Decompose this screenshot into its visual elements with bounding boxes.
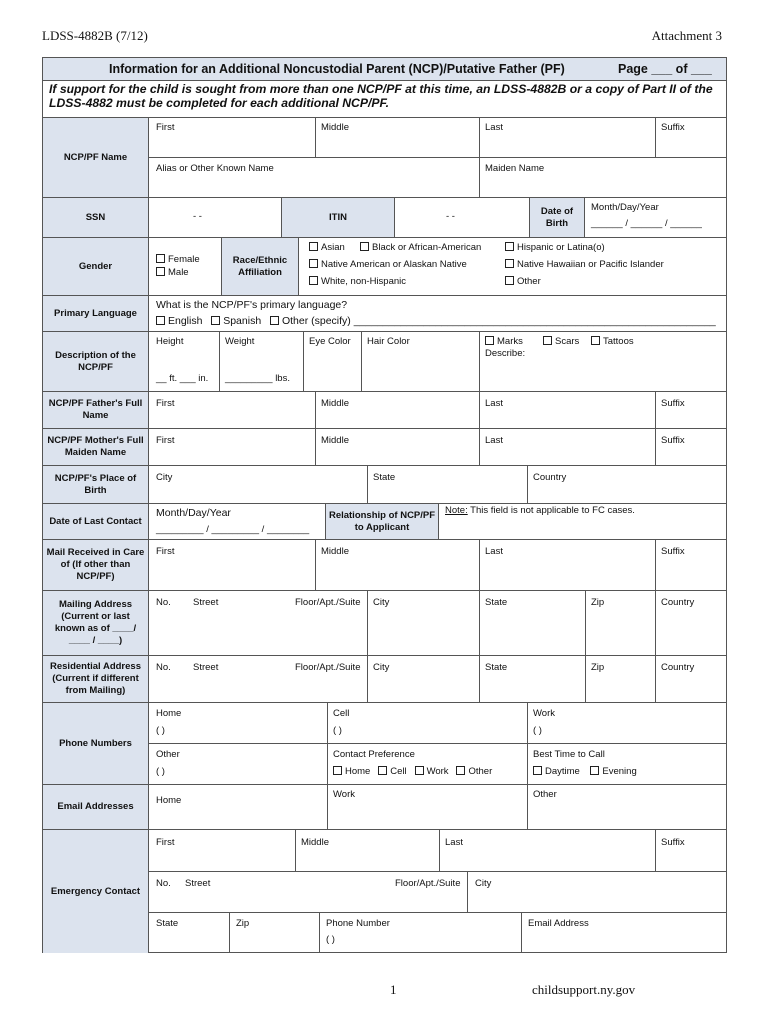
home-email-field[interactable]: Home bbox=[156, 795, 182, 806]
emergency-city-field[interactable]: City bbox=[475, 878, 492, 889]
evening-checkbox[interactable] bbox=[590, 766, 636, 777]
ncp-form bbox=[42, 57, 727, 953]
hair-color-field[interactable]: Hair Color bbox=[367, 336, 410, 347]
white-label: White, non-Hispanic bbox=[321, 276, 407, 287]
res-zip-field[interactable]: Zip bbox=[591, 662, 605, 673]
description-label: Description of the NCP/PF bbox=[43, 332, 149, 391]
describe-label: Describe: bbox=[485, 348, 526, 359]
native-hawaiian-label: Native Hawaiian or Pacific Islander bbox=[517, 259, 664, 270]
mailing-street-field[interactable]: Street bbox=[193, 597, 219, 608]
language-question: What is the NCP/PF's primary language? bbox=[156, 299, 348, 311]
gender-label: Gender bbox=[43, 238, 149, 295]
itin-field[interactable]: - - bbox=[446, 211, 455, 222]
weight-field[interactable]: _________ lbs. bbox=[225, 373, 290, 384]
weight-label: Weight bbox=[225, 336, 255, 347]
asian-label: Asian bbox=[321, 242, 345, 253]
pref-home-checkbox[interactable] bbox=[333, 766, 370, 777]
pref-other-label: Other bbox=[468, 766, 493, 777]
intro-text: If support for the child is sought from more than one NCP/PF at this time, an LDSS-4882B or a copy of Part II of the LDSS-4882 must be completed for each additional NCP/PF. bbox=[49, 82, 713, 110]
gender-row bbox=[43, 237, 726, 295]
pref-work-label: Work bbox=[426, 766, 449, 777]
res-floor-field[interactable]: Floor/Apt./Suite bbox=[295, 662, 361, 673]
spanish-checkbox[interactable] bbox=[211, 315, 261, 327]
emergency-phone-label: Phone Number bbox=[326, 918, 390, 929]
mailing-row bbox=[43, 590, 726, 655]
page-count: Page ___ of ___ bbox=[618, 62, 712, 76]
marks-checkbox[interactable] bbox=[485, 336, 523, 348]
form-id: LDSS-4882B (7/12) bbox=[42, 28, 148, 43]
last-contact-label: Date of Last Contact bbox=[43, 504, 149, 539]
form-title-bar bbox=[43, 58, 726, 81]
hispanic-label: Hispanic or Latina(o) bbox=[517, 242, 605, 253]
male-checkbox[interactable] bbox=[156, 267, 189, 279]
tattoos-label: Tattoos bbox=[603, 336, 634, 347]
race-label: Race/Ethnic Affiliation bbox=[221, 238, 299, 295]
birthplace-row bbox=[43, 465, 726, 503]
middle-name-field[interactable]: Middle bbox=[321, 122, 349, 133]
suffix-field[interactable]: Suffix bbox=[661, 122, 685, 133]
female-checkbox[interactable] bbox=[156, 254, 200, 266]
form-title: Information for an Additional Noncustodial Parent (NCP)/Putative Father (PF) bbox=[109, 62, 565, 76]
mail-care-row bbox=[43, 539, 726, 590]
father-label: NCP/PF Father's Full Name bbox=[43, 392, 149, 428]
note-label: Note: bbox=[445, 505, 468, 516]
native-american-label: Native American or Alaskan Native bbox=[321, 259, 467, 270]
black-label: Black or African-American bbox=[372, 242, 482, 253]
care-middle-field[interactable]: Middle bbox=[321, 546, 349, 557]
work-phone-label: Work bbox=[533, 708, 555, 719]
height-label: Height bbox=[156, 336, 184, 347]
english-checkbox[interactable] bbox=[156, 315, 202, 327]
fc-note bbox=[445, 505, 635, 517]
last-contact-field[interactable]: _________ / _________ / ________ bbox=[156, 524, 310, 535]
ssn-field[interactable]: - - bbox=[193, 211, 202, 222]
mailing-state-field[interactable]: State bbox=[485, 597, 508, 608]
other-phone-field[interactable]: ( ) bbox=[156, 766, 165, 777]
res-street-field[interactable]: Street bbox=[193, 662, 219, 673]
mother-label: NCP/PF Mother's Full Maiden Name bbox=[43, 429, 149, 465]
home-phone-field[interactable]: ( ) bbox=[156, 725, 165, 736]
daytime-label: Daytime bbox=[545, 766, 580, 777]
mailing-zip-field[interactable]: Zip bbox=[591, 597, 605, 608]
evening-label: Evening bbox=[602, 766, 637, 777]
native-american-checkbox[interactable] bbox=[309, 259, 467, 271]
emergency-street-field[interactable]: Street bbox=[185, 878, 211, 889]
father-row bbox=[43, 391, 726, 428]
father-first-field[interactable]: First bbox=[156, 398, 175, 409]
name-row bbox=[43, 117, 726, 197]
attachment-label: Attachment 3 bbox=[651, 28, 722, 43]
note-text: This field is not applicable to FC cases. bbox=[467, 505, 635, 516]
emergency-row bbox=[43, 829, 726, 953]
last-contact-row bbox=[43, 503, 726, 539]
res-state-field[interactable]: State bbox=[485, 662, 508, 673]
emergency-last-field[interactable]: Last bbox=[445, 837, 463, 848]
res-country-field[interactable]: Country bbox=[661, 662, 695, 673]
alias-field[interactable]: Alias or Other Known Name bbox=[156, 163, 274, 174]
hispanic-checkbox[interactable] bbox=[505, 242, 605, 254]
birth-city-field[interactable]: City bbox=[156, 472, 173, 483]
female-label: Female bbox=[168, 254, 200, 265]
native-hawaiian-checkbox[interactable] bbox=[505, 259, 664, 271]
mother-row bbox=[43, 428, 726, 465]
last-name-field[interactable]: Last bbox=[485, 122, 503, 133]
mother-middle-field[interactable]: Middle bbox=[321, 435, 349, 446]
mailing-country-field[interactable]: Country bbox=[661, 597, 695, 608]
mother-suffix-field[interactable]: Suffix bbox=[661, 435, 685, 446]
mailing-floor-field[interactable]: Floor/Apt./Suite bbox=[295, 597, 361, 608]
birthplace-label: NCP/PF's Place of Birth bbox=[43, 466, 149, 503]
cell-phone-label: Cell bbox=[333, 708, 350, 719]
residential-row bbox=[43, 655, 726, 702]
care-last-field[interactable]: Last bbox=[485, 546, 503, 557]
white-checkbox[interactable] bbox=[309, 276, 406, 288]
emergency-first-field[interactable]: First bbox=[156, 837, 175, 848]
emergency-phone-field[interactable]: ( ) bbox=[326, 934, 335, 945]
pref-other-checkbox[interactable] bbox=[456, 766, 492, 777]
father-suffix-field[interactable]: Suffix bbox=[661, 398, 685, 409]
language-row bbox=[43, 295, 726, 331]
home-phone-label: Home bbox=[156, 708, 182, 719]
language-label: Primary Language bbox=[43, 296, 149, 331]
other-email-field[interactable]: Other bbox=[533, 789, 557, 800]
ssn-label: SSN bbox=[43, 198, 149, 237]
dob-label: Date of Birth bbox=[529, 198, 585, 237]
emergency-email-field[interactable]: Email Address bbox=[528, 918, 589, 929]
emergency-state-field[interactable]: State bbox=[156, 918, 179, 929]
emergency-label: Emergency Contact bbox=[43, 830, 149, 953]
ssn-row bbox=[43, 197, 726, 237]
care-suffix-field[interactable]: Suffix bbox=[661, 546, 685, 557]
maiden-name-field[interactable]: Maiden Name bbox=[485, 163, 545, 174]
mailing-no-field[interactable]: No. bbox=[156, 597, 171, 608]
emergency-middle-field[interactable]: Middle bbox=[301, 837, 329, 848]
other-language-label: Other (specify) ______________________________________________________________ bbox=[281, 315, 716, 327]
eye-color-field[interactable]: Eye Color bbox=[309, 336, 351, 347]
email-label: Email Addresses bbox=[43, 785, 149, 829]
mother-first-field[interactable]: First bbox=[156, 435, 175, 446]
mailing-city-field[interactable]: City bbox=[373, 597, 390, 608]
last-contact-format: Month/Day/Year bbox=[156, 507, 231, 519]
spanish-label: Spanish bbox=[223, 315, 262, 327]
other-language-checkbox[interactable] bbox=[270, 315, 716, 327]
other-race-label: Other bbox=[517, 276, 541, 287]
father-last-field[interactable]: Last bbox=[485, 398, 503, 409]
height-field[interactable]: __ ft. ___ in. bbox=[156, 373, 209, 384]
res-city-field[interactable]: City bbox=[373, 662, 390, 673]
english-label: English bbox=[168, 315, 203, 327]
dob-field[interactable]: ______ / ______ / ______ bbox=[591, 218, 702, 229]
daytime-checkbox[interactable] bbox=[533, 766, 580, 777]
other-race-checkbox[interactable] bbox=[505, 276, 541, 288]
phone-label: Phone Numbers bbox=[43, 703, 149, 784]
scars-checkbox[interactable] bbox=[543, 336, 579, 348]
work-email-field[interactable]: Work bbox=[333, 789, 355, 800]
description-row bbox=[43, 331, 726, 391]
pref-cell-checkbox[interactable] bbox=[378, 766, 406, 777]
email-row bbox=[43, 784, 726, 829]
page-number: 1 bbox=[390, 982, 397, 997]
marks-label: Marks bbox=[497, 336, 523, 347]
emergency-suffix-field[interactable]: Suffix bbox=[661, 837, 685, 848]
mother-last-field[interactable]: Last bbox=[485, 435, 503, 446]
mailing-label: Mailing Address (Current or last known as of ____/ ____ / ____) bbox=[43, 591, 149, 655]
residential-label: Residential Address (Current if different from Mailing) bbox=[43, 656, 149, 702]
male-label: Male bbox=[168, 267, 189, 278]
first-name-field[interactable]: First bbox=[156, 122, 175, 133]
pref-cell-label: Cell bbox=[390, 766, 407, 777]
emergency-no-field[interactable]: No. bbox=[156, 878, 171, 889]
dob-format: Month/Day/Year bbox=[591, 202, 659, 213]
contact-pref-label: Contact Preference bbox=[333, 749, 415, 760]
emergency-floor-field[interactable]: Floor/Apt./Suite bbox=[395, 878, 461, 889]
itin-label: ITIN bbox=[281, 198, 395, 237]
res-no-field[interactable]: No. bbox=[156, 662, 171, 673]
scars-label: Scars bbox=[555, 336, 580, 347]
tattoos-checkbox[interactable] bbox=[591, 336, 634, 348]
father-middle-field[interactable]: Middle bbox=[321, 398, 349, 409]
birth-state-field[interactable]: State bbox=[373, 472, 396, 483]
relationship-label: Relationship of NCP/PF to Applicant bbox=[325, 504, 439, 539]
work-phone-field[interactable]: ( ) bbox=[533, 725, 542, 736]
best-time-label: Best Time to Call bbox=[533, 749, 605, 760]
name-label: NCP/PF Name bbox=[43, 118, 149, 197]
mail-care-label: Mail Received in Care of (If other than NCP/PF) bbox=[43, 540, 149, 590]
pref-home-label: Home bbox=[345, 766, 371, 777]
cell-phone-field[interactable]: ( ) bbox=[333, 725, 342, 736]
pref-work-checkbox[interactable] bbox=[415, 766, 449, 777]
black-checkbox[interactable] bbox=[360, 242, 481, 254]
emergency-zip-field[interactable]: Zip bbox=[236, 918, 250, 929]
asian-checkbox[interactable] bbox=[309, 242, 345, 254]
other-phone-label: Other bbox=[156, 749, 180, 760]
birth-country-field[interactable]: Country bbox=[533, 472, 567, 483]
phone-row bbox=[43, 702, 726, 784]
website: childsupport.ny.gov bbox=[532, 982, 636, 997]
care-first-field[interactable]: First bbox=[156, 546, 175, 557]
